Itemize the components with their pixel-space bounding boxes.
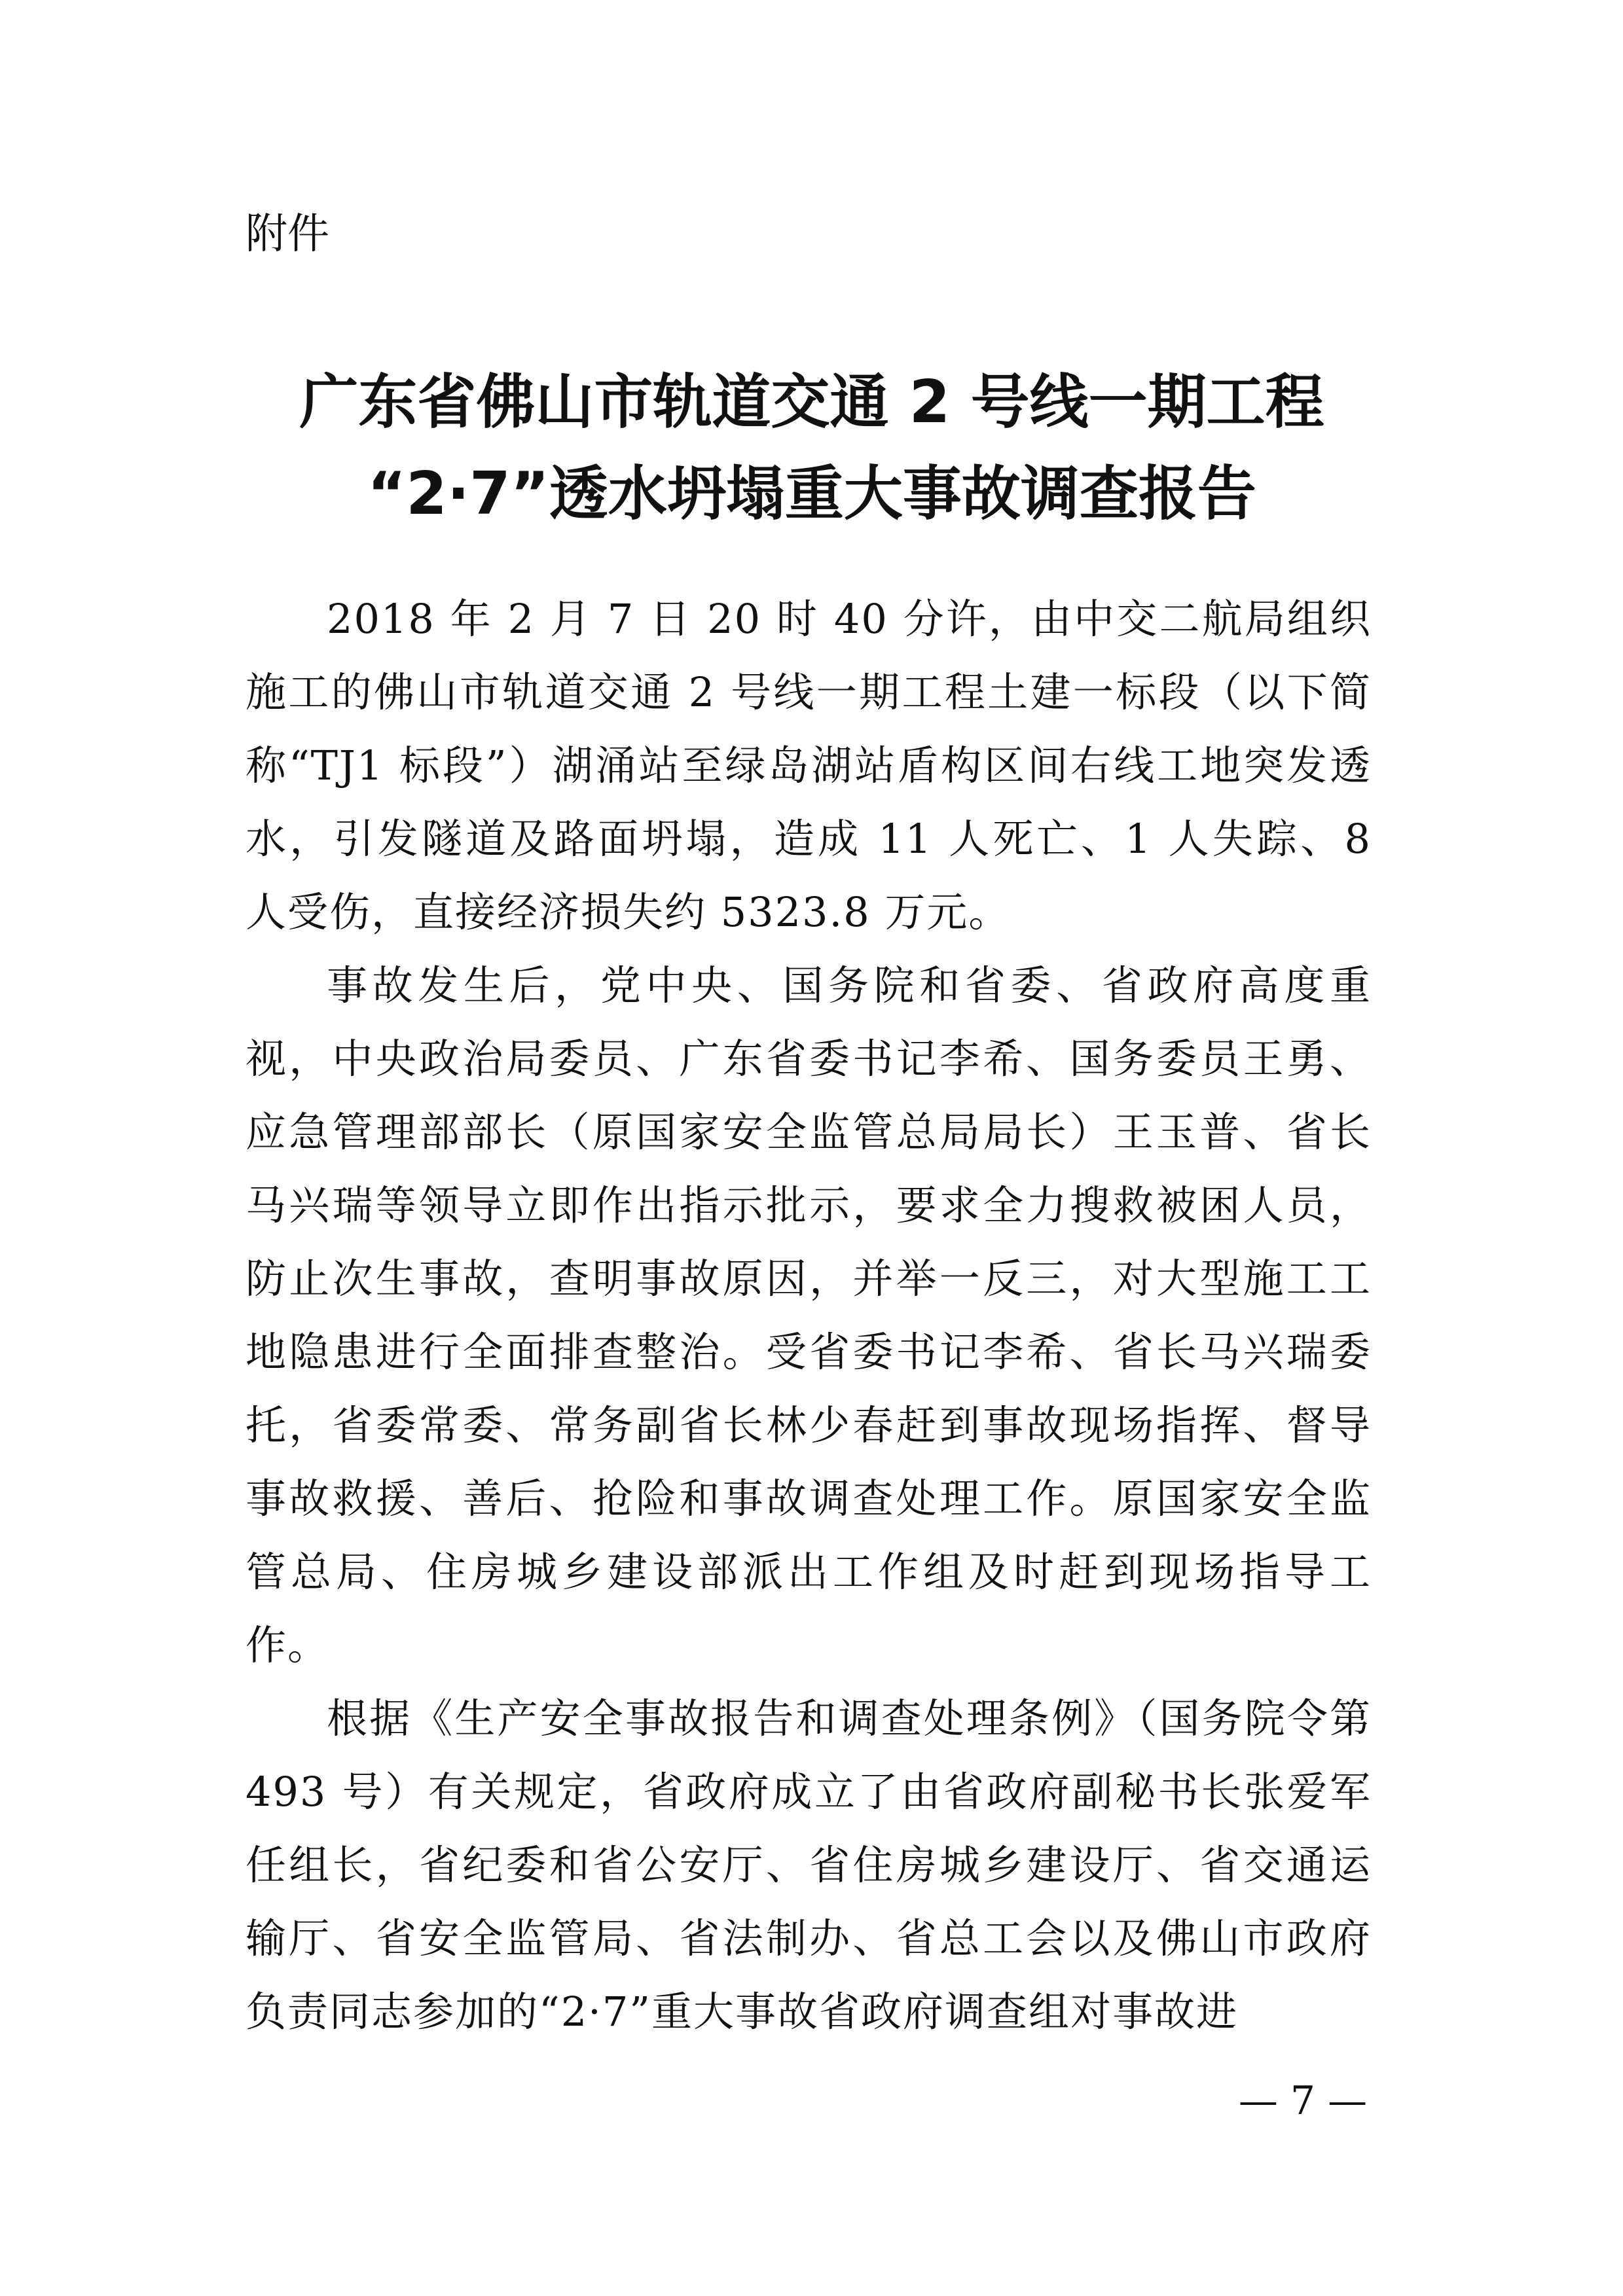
title-line-2: “2·7”透水坍塌重大事故调查报告: [367, 459, 1256, 528]
report-title: [196, 357, 1427, 540]
attachment-label: 附件: [246, 210, 329, 259]
page-number: — 7 —: [1238, 2078, 1368, 2124]
title-line-1: 广东省佛山市轨道交通 2 号线一期工程: [299, 368, 1324, 437]
paragraph-1: 2018 年 2 月 7 日 20 时 40 分许，由中交二航局组织施工的佛山市轨道交通 2 号线一期工程土建一标段（以下简称“TJ1 标段”）湖涌站至绿岛湖站盾构区间右线工地突发透水，引发隧道及路面坍塌，造成 11 人死亡、1 人失踪、8 人受伤，直接经济损失约 5323.8 万元。: [246, 595, 1372, 936]
body-text: [246, 583, 1372, 2049]
paragraph-2: 事故发生后，党中央、国务院和省委、省政府高度重视，中央政治局委员、广东省委书记李希、国务委员王勇、应急管理部部长（原国家安全监管总局局长）王玉普、省长马兴瑞等领导立即作出指示批示，要求全力搜救被困人员，防止次生事故，查明事故原因，并举一反三，对大型施工工地隐患进行全面排查整治。受省委书记李希、省长马兴瑞委托，省委常委、常务副省长林少春赶到事故现场指挥、督导事故救援、善后、抢险和事故调查处理工作。原国家安全监管总局、住房城乡建设部派出工作组及时赶到现场指导工作。: [246, 961, 1372, 1669]
paragraph-3: 根据《生产安全事故报告和调查处理条例》（国务院令第 493 号）有关规定，省政府成立了由省政府副秘书长张爱军任组长，省纪委和省公安厅、省住房城乡建设厅、省交通运输厅、省安全监管局、省法制办、省总工会以及佛山市政府负责同志参加的“2·7”重大事故省政府调查组对事故进: [246, 1695, 1372, 2036]
